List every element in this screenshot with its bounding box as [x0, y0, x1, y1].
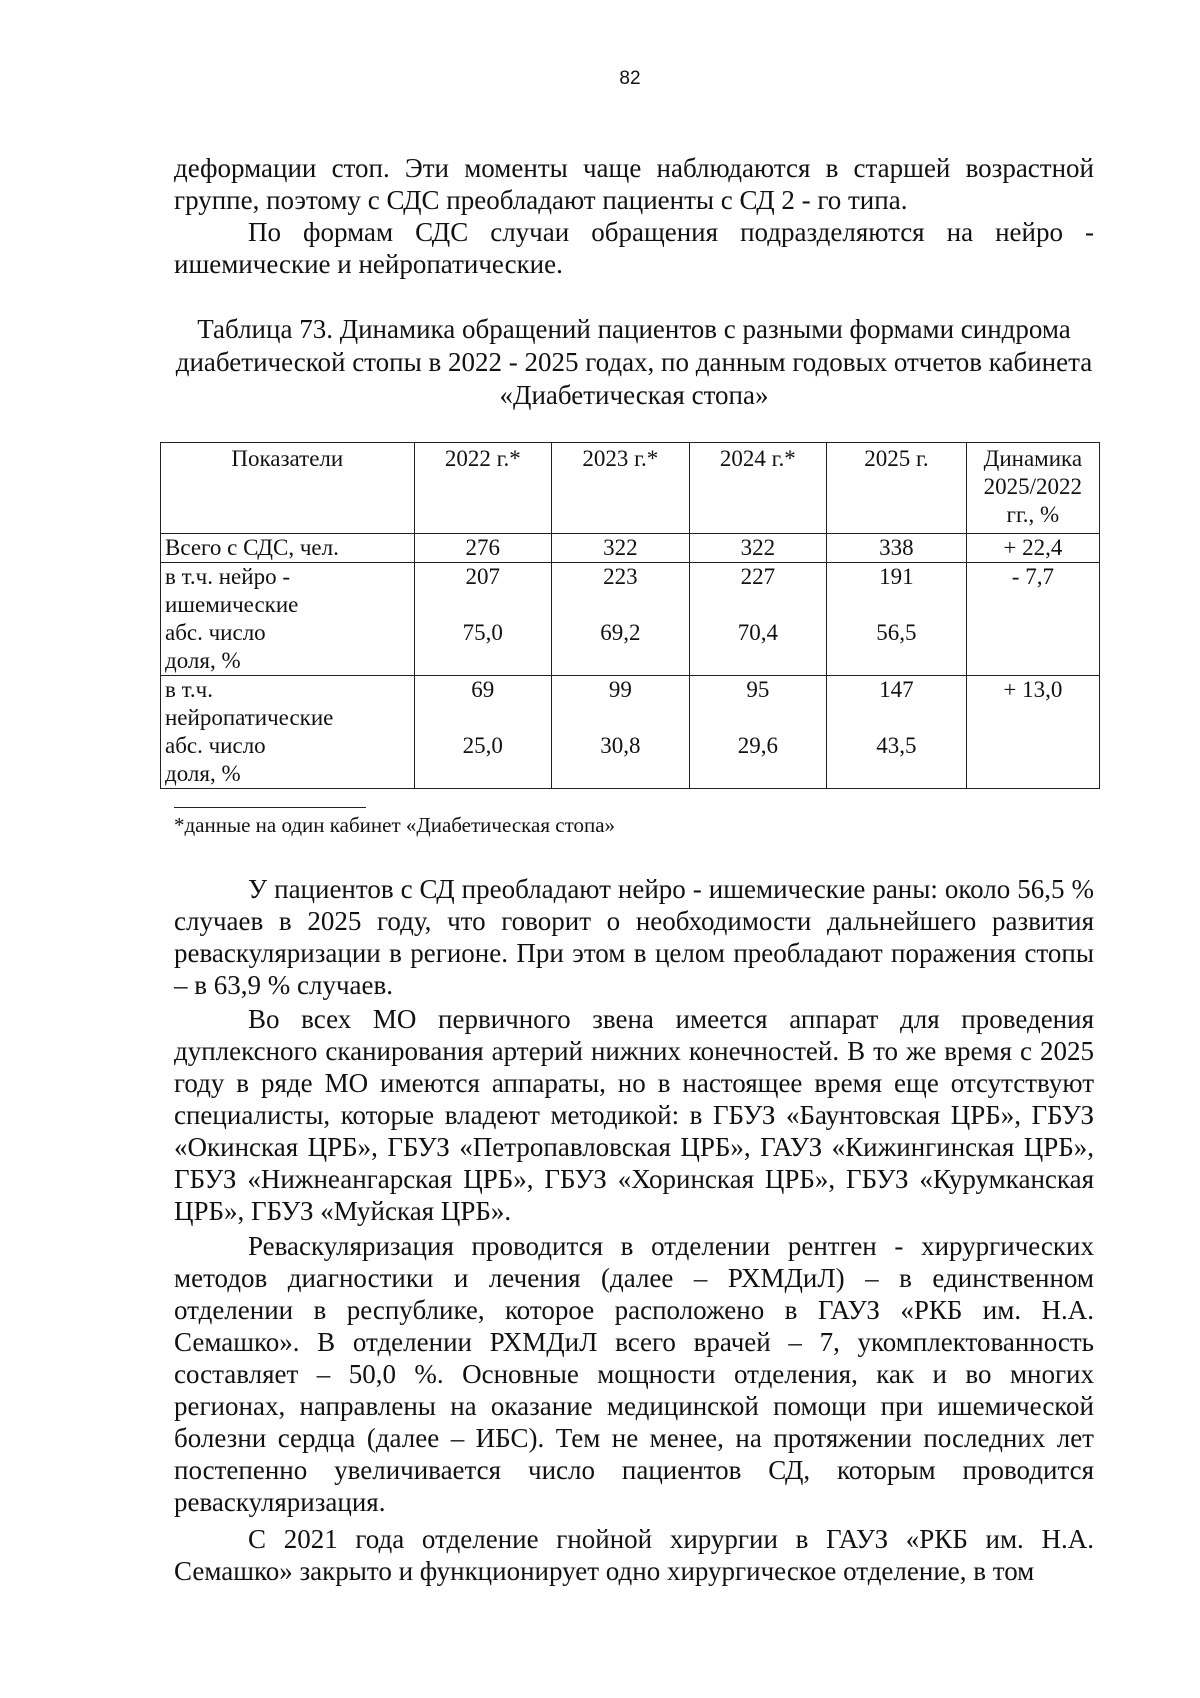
row-total-2024: 322 — [689, 534, 827, 563]
share-value: 70,4 — [737, 620, 778, 645]
row-neuropathic-label-line: абс. число — [165, 733, 266, 758]
row-total-2022: 276 — [414, 534, 552, 563]
row-ischemic-label-line: абс. число — [165, 620, 266, 645]
abs-value: 191 — [879, 564, 914, 589]
row-total-dynamics: + 22,4 — [966, 534, 1099, 563]
row-neuropathic-2022 — [414, 676, 552, 789]
row-ischemic-label — [161, 563, 415, 676]
header-dynamics: Динамика 2025/2022 гг., % — [966, 443, 1099, 534]
sds-dynamics-table — [160, 442, 1100, 789]
header-indicator: Показатели — [161, 443, 415, 534]
row-ischemic-label-line: доля, % — [165, 648, 241, 673]
table-footnote: *данные на один кабинет «Диабетическая стопа» — [174, 813, 616, 837]
share-value: 25,0 — [462, 733, 503, 758]
row-ischemic-2024 — [689, 563, 827, 676]
table-header-row — [161, 443, 1100, 534]
header-2024: 2024 г.* — [689, 443, 827, 534]
row-neuropathic-2024 — [689, 676, 827, 789]
row-neuropathic-2023 — [552, 676, 690, 789]
abs-value: 95 — [746, 677, 770, 702]
share-value: 56,5 — [876, 620, 917, 645]
paragraph-feet-deformation: деформации стоп. Эти моменты чаще наблюдаются в старшей возрастной группе, поэтому с СДС преобладают пациенты с СД 2 - го типа. — [174, 153, 1094, 215]
abs-value: 99 — [608, 677, 632, 702]
table-caption: Таблица 73. Динамика обращений пациентов с разными формами синдрома диабетической стопы в 2022 - 2025 годах, по данным годовых отчетов кабинета «Диабетическая стопа» — [175, 314, 1093, 410]
footnote-separator — [174, 807, 366, 808]
paragraph-duplex-scanning: Во всех МО первичного звена имеется аппарат для проведения дуплексного сканирования артерий нижних конечностей. В то же время с 2025 году в ряде МО имеются аппараты, но в настоящее время еще отсутствуют специалисты, которые владеют методикой: в ГБУЗ «Баунтовская ЦРБ», ГБУЗ «Окинская ЦРБ», ГБУЗ «Петропавловская ЦРБ», ГАУЗ «Кижингинская ЦРБ», ГБУЗ «Нижнеангарская ЦРБ», ГБУЗ «Хоринская ЦРБ», ГБУЗ «Курумканская ЦРБ», ГБУЗ «Муйская ЦРБ». — [174, 1004, 1094, 1226]
row-ischemic-dynamics: - 7,7 — [966, 563, 1099, 676]
paragraph-neuro-ischemic-wounds: У пациентов с СД преобладают нейро - ишемические раны: около 56,5 % случаев в 2025 году, что говорит о необходимости дальнейшего развития реваскуляризации в регионе. При этом в целом преобладают поражения стопы – в 63,9 % случаев. — [174, 874, 1094, 1000]
row-neuropathic-label-line: нейропатические — [165, 705, 334, 730]
abs-value: 223 — [603, 564, 638, 589]
paragraph-purulent-surgery: С 2021 года отделение гнойной хирургии в ГАУЗ «РКБ им. Н.А. Семашко» закрыто и функционирует одно хирургическое отделение, в том — [174, 1524, 1094, 1586]
header-2023: 2023 г.* — [552, 443, 690, 534]
table-row-neuropathic — [161, 676, 1100, 789]
row-ischemic-2025 — [827, 563, 967, 676]
row-neuropathic-2025 — [827, 676, 967, 789]
row-neuropathic-label-line: в т.ч. — [165, 677, 213, 702]
page-number: 82 — [619, 68, 641, 89]
row-ischemic-2022 — [414, 563, 552, 676]
share-value: 30,8 — [600, 733, 641, 758]
row-neuropathic-label-line: доля, % — [165, 761, 241, 786]
paragraph-revascularization: Реваскуляризация проводится в отделении рентген - хирургических методов диагностики и лечения (далее – РХМДиЛ) – в единственном отделении в республике, которое расположено в ГАУЗ «РКБ им. Н.А. Семашко». В отделении РХМДиЛ всего врачей – 7, укомплектованность составляет – 50,0 %. Основные мощности отделения, как и во многих регионах, направлены на оказание медицинской помощи при ишемической болезни сердца (далее – ИБС). Тем не менее, на протяжении последних лет постепенно увеличивается число пациентов СД, которым проводится реваскуляризация. — [174, 1231, 1094, 1517]
abs-value: 69 — [471, 677, 495, 702]
header-2025: 2025 г. — [827, 443, 967, 534]
row-total-label: Всего с СДС, чел. — [161, 534, 415, 563]
header-2022: 2022 г.* — [414, 443, 552, 534]
row-neuropathic-label — [161, 676, 415, 789]
abs-value: 147 — [879, 677, 914, 702]
table-row-ischemic — [161, 563, 1100, 676]
abs-value: 227 — [740, 564, 776, 589]
row-ischemic-label-line: в т.ч. нейро - — [165, 564, 290, 589]
row-ischemic-label-line: ишемические — [165, 592, 299, 617]
row-total-2023: 322 — [552, 534, 690, 563]
share-value: 43,5 — [876, 733, 917, 758]
table-row-total — [161, 534, 1100, 563]
abs-value: 207 — [465, 564, 501, 589]
share-value: 29,6 — [737, 733, 778, 758]
share-value: 69,2 — [600, 620, 641, 645]
share-value: 75,0 — [462, 620, 503, 645]
paragraph-sds-forms: По формам СДС случаи обращения подразделяются на нейро - ишемические и нейропатические. — [174, 217, 1094, 279]
row-ischemic-2023 — [552, 563, 690, 676]
row-total-2025: 338 — [827, 534, 967, 563]
row-neuropathic-dynamics: + 13,0 — [966, 676, 1099, 789]
